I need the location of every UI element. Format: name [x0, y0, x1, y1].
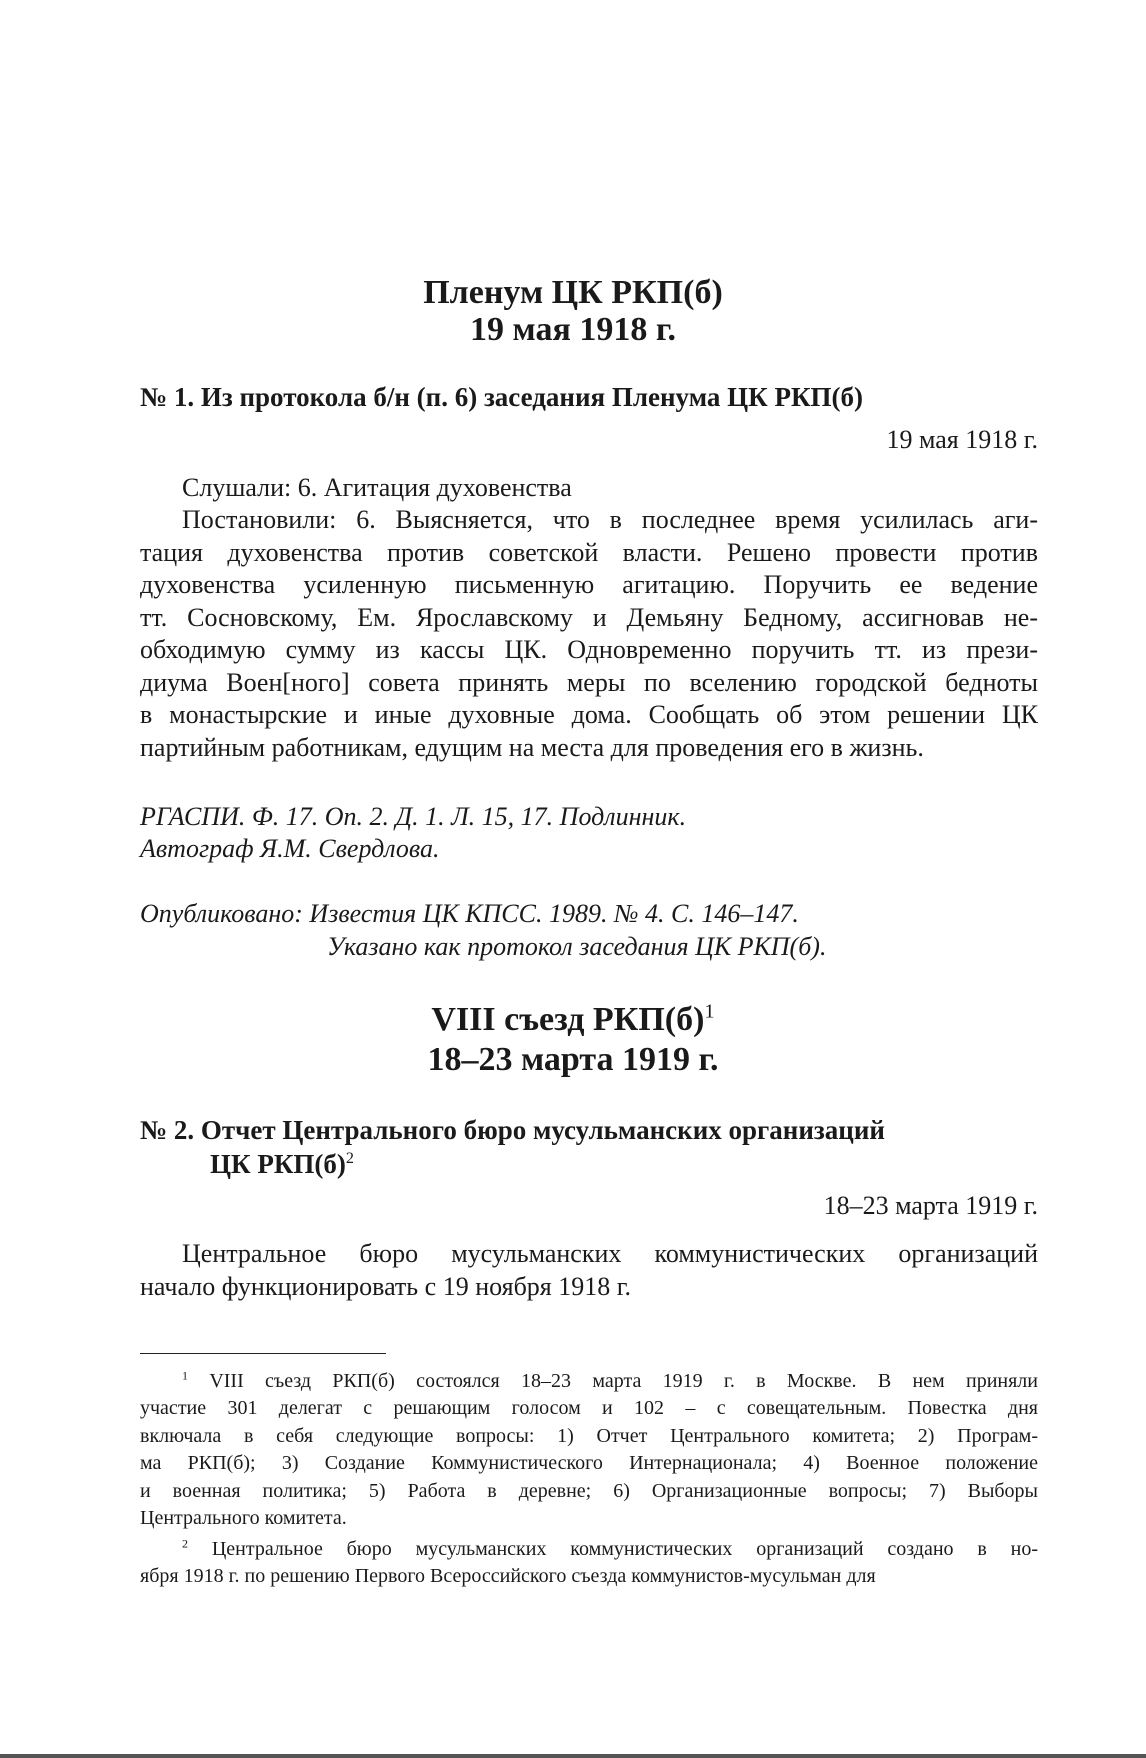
- paragraph-line: духовенства усиленную письменную агитацию. Поручить ее ведение: [140, 570, 1038, 599]
- document-date: 19 мая 1918 г.: [886, 425, 1038, 454]
- body-paragraph: [140, 1238, 1038, 1303]
- section-title: [0, 1001, 1146, 1039]
- paragraph-line: [140, 1536, 1038, 1563]
- heard-paragraph: [140, 472, 1038, 505]
- paragraph-line: включала в себя следующие вопросы: 1) Отчет Центрального комитета; 2) Програм-: [140, 1424, 1038, 1447]
- paragraph-line: в монастырские и иные духовные дома. Сообщать об этом решении ЦК: [140, 700, 1038, 729]
- paragraph-line: тация духовенства против советской власти. Решено провести против: [140, 537, 1038, 567]
- footnote-number: 2: [182, 1536, 188, 1551]
- publication-remark: Указано как протокол заседания ЦК РКП(б).: [327, 932, 827, 961]
- footnote-1: [140, 1368, 1038, 1532]
- footnote-ref[interactable]: 2: [345, 1149, 354, 1167]
- footnote-text: VIII съезд РКП(б) состоялся 18–23 марта 1919 г. в Москве. В нем приняли: [209, 1370, 1038, 1392]
- paragraph-line: участие 301 делегат с решающим голосом и 102 – с совещательным. Повестка дня: [140, 1397, 1038, 1420]
- paragraph-line: Центрального комитета.: [140, 1506, 347, 1529]
- paragraph-line: Центральное бюро мусульманских коммунистических организаций: [182, 1239, 1038, 1268]
- paragraph-line: и военная политика; 5) Работа в деревне; 6) Организационные вопросы; 7) Выборы: [140, 1479, 1038, 1502]
- archive-autograph: Автограф Я.М. Свердлова.: [140, 834, 440, 863]
- resolved-paragraph: [140, 504, 1038, 764]
- document-heading: № 1. Из протокола б/н (п. 6) заседания Пленума ЦК РКП(б): [140, 382, 864, 412]
- document-heading-cont: [210, 1148, 354, 1180]
- page-bottom-edge: [0, 1754, 1146, 1758]
- paragraph-line: ября 1918 г. по решению Первого Всероссийского съезда коммунистов-мусульман для: [140, 1565, 876, 1588]
- archive-source: РГАСПИ. Ф. 17. Оп. 2. Д. 1. Л. 15, 17. Подлинник.: [140, 802, 687, 831]
- paragraph-line: диума Воен[ного] совета принять меры по вселению городской бедноты: [140, 667, 1038, 697]
- paragraph-line: тт. Сосновскому, Ем. Ярославскому и Демьяну Бедному, ассигновав не-: [140, 602, 1038, 632]
- publication-note: Опубликовано: Известия ЦК КПСС. 1989. № 4. С. 146–147.: [140, 899, 799, 928]
- paragraph-line: Постановили: 6. Выясняется, что в последнее время усилилась аги-: [182, 505, 1038, 534]
- footnote-number: 1: [182, 1368, 188, 1383]
- paragraph-line: ма РКП(б); 3) Создание Коммунистического Интернационала; 4) Военное положение: [140, 1452, 1038, 1475]
- footnote-divider: [140, 1353, 386, 1354]
- paragraph-line: обходимую сумму из кассы ЦК. Одновременно поручить тт. из прези-: [140, 635, 1038, 664]
- document-date: 18–23 марта 1919 г.: [823, 1191, 1038, 1220]
- paragraph-line: начало функционировать с 19 ноября 1918 г.: [140, 1271, 631, 1301]
- section-date: 18–23 марта 1919 г.: [427, 1041, 719, 1078]
- paragraph-line: [140, 1368, 1038, 1395]
- section-title-text: VIII съезд РКП(б): [431, 1001, 705, 1038]
- footnote-ref[interactable]: 1: [704, 1000, 715, 1023]
- document-heading: № 2. Отчет Центрального бюро мусульманских организаций: [140, 1115, 885, 1145]
- section-title: Пленум ЦК РКП(б): [423, 274, 723, 311]
- section-date: 19 мая 1918 г.: [470, 311, 676, 348]
- footnote-2: [140, 1536, 1038, 1591]
- heading-text: ЦК РКП(б): [210, 1149, 346, 1179]
- paragraph-line: Слушали: 6. Агитация духовенства: [182, 473, 572, 502]
- footnote-text: Центральное бюро мусульманских коммунистических организаций создано в но-: [211, 1538, 1039, 1560]
- paragraph-line: партийным работникам, едущим на места для проведения его в жизнь.: [140, 732, 924, 762]
